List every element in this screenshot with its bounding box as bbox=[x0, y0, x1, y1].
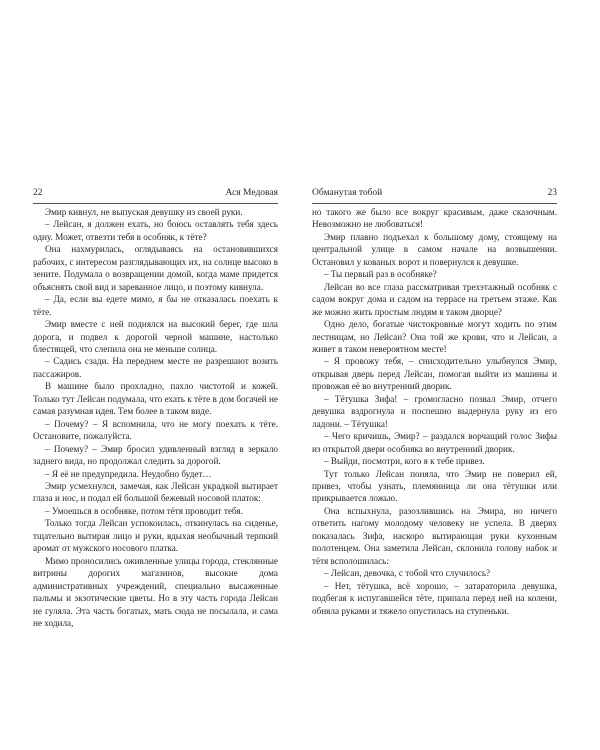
right-header-rule bbox=[312, 203, 557, 204]
paragraph: Эмир кивнул, не выпуская девушку из своей руки. bbox=[45, 207, 243, 217]
paragraph: Она вспыхнула, разозлившись на Эмира, но ничего ответить нагому молодому человеку не успела. В дверях показалась Зифа, наскоро вытирающая руки кухонным полотенцем. Она заметила Лейсан, склонила голову набок и тётя всполошилась: bbox=[312, 505, 557, 566]
paragraph: Одно дело, богатые чистокровные могут ходить по этим лестницам, но Лейсан? Она той же крови, что и Лейсан, а живет в таком невероятном месте! bbox=[312, 319, 557, 354]
paragraph: Эмир плавно подъехал к большому дому, стоящему на центральной улице в самом начале на возвышении. Остановил у кованых ворот и повернулся к девушке. bbox=[312, 231, 557, 267]
paragraph: Эмир вместе с ней поднялся на высокий берег, где шла дорога, и подвел к дорогой черной машине, настолько блестящей, что слепила она не меньше солнца. bbox=[33, 319, 278, 354]
right-page bbox=[300, 0, 600, 750]
author-running-head: Ася Медовая bbox=[225, 188, 278, 198]
right-page-number: 23 bbox=[547, 188, 557, 198]
left-page-number: 22 bbox=[33, 188, 43, 198]
paragraph: – Почему? – Я вспомнила, что не могу поехать к тёте. Остановите, пожалуйста. bbox=[33, 418, 278, 442]
paragraph: – Почему? – Эмир бросил удивленный взгляд в зеркало заднего вида, но продолжал следить за дорогой. bbox=[33, 443, 278, 467]
paragraph: – Лейсан, девочка, с тобой что случилось? bbox=[324, 568, 491, 579]
paragraph: Мимо проносились оживленные улицы города, стеклянные витрины дорогих магазинов, высокие дома административных учреждений, специально высаженные пальмы и экзотические цветы. Но в эту часть города Лейсан не гуляла. Эта часть богатых, мать сюда не посылала, и сама не ходила, bbox=[33, 555, 278, 628]
paragraph: В машине было прохладно, пахло чистотой и кожей. Только тут Лейсан подумала, что ехать к тёте в дом богачей не самая разумная идея. Тем более в таком виде. bbox=[33, 381, 278, 417]
paragraph: – Тётушка Зифа! – громогласно позвал Эмир, отчего девушка вздрогнула и поспешно выдернула руку из его ладони. – Тётушка! bbox=[312, 393, 557, 429]
paragraph: – Умоешься в особняке, потом тётя проводит тебя. bbox=[45, 505, 243, 516]
right-body-text bbox=[312, 206, 557, 617]
right-running-header bbox=[312, 186, 557, 200]
paragraph: – Да, если вы едете мимо, я бы не отказалась поехать к тёте. bbox=[33, 294, 278, 317]
paragraph: – Выйди, посмотри, кого я к тебе привез. bbox=[324, 456, 485, 467]
paragraph: Только тогда Лейсан успокоилась, откинулась на сиденье, тщательно вытирая лицо и руки, вдыхая необычный терпкий аромат от мужского носового платка. bbox=[33, 518, 278, 554]
paragraph: – Садись сзади. На переднем месте не разрешают возить пассажиров. bbox=[33, 356, 278, 379]
paragraph: – Я её не предупредила. Неудобно будет… bbox=[45, 468, 212, 479]
paragraph: – Чего кричишь, Эмир? – раздался ворчащий голос Зифы из открытой двери особняка во внутренний дворик. bbox=[312, 431, 557, 454]
paragraph: но такого же было все вокруг красивым, даже сказочным. Невозможно не любоваться! bbox=[312, 207, 557, 230]
book-title-running-head: Обманутая тобой bbox=[312, 188, 383, 198]
paragraph: Лейсан во все глаза рассматривая трехэтажный особняк с садом вокруг дома и садом на террасе на третьем этаже. Как же можно жить простым людям в таком дворце? bbox=[312, 281, 557, 317]
left-body-text bbox=[33, 206, 278, 629]
paragraph: Эмир усмехнулся, замечая, как Лейсан украдкой вытирает глаза и нос, и подал ей большой бежевый носовой платок: bbox=[33, 480, 278, 504]
paragraph: Она нахмурилась, оглядываясь на остановившихся рабочих, с интересом разглядывающих их, на солнце высоко в зените. Подумала о возвращении домой, когда маме придется объяснять свой вид и зареванное лицо, и поэтому кивнула. bbox=[33, 244, 278, 292]
paragraph: – Я провожу тебя, – снисходительно улыбнулся Эмир, открывая дверь перед Лейсан, помогая выйти из машины и провожая её во внутренний дворик. bbox=[312, 356, 557, 392]
paragraph: Тут только Лейсан поняла, что Эмир не поверил ей, привез, чтобы узнать, племянница ли она тётушки или прикрывается ложью. bbox=[312, 468, 557, 504]
paragraph: – Ты первый раз в особняке? bbox=[324, 269, 437, 280]
left-running-header bbox=[33, 186, 278, 200]
paragraph: – Лейсан, я должен ехать, но боюсь оставлять тебя здесь одну. Может, отвезти тебя в особняк, к тёте? bbox=[33, 219, 278, 242]
left-header-rule bbox=[33, 203, 278, 204]
paragraph: – Нет, тётушка, всё хорошо, – затараторила девушка, подбегая к испугавшейся тёте, припала перед ней на колени, обняла руками и тяжело опустилась на ступеньки. bbox=[312, 580, 557, 616]
